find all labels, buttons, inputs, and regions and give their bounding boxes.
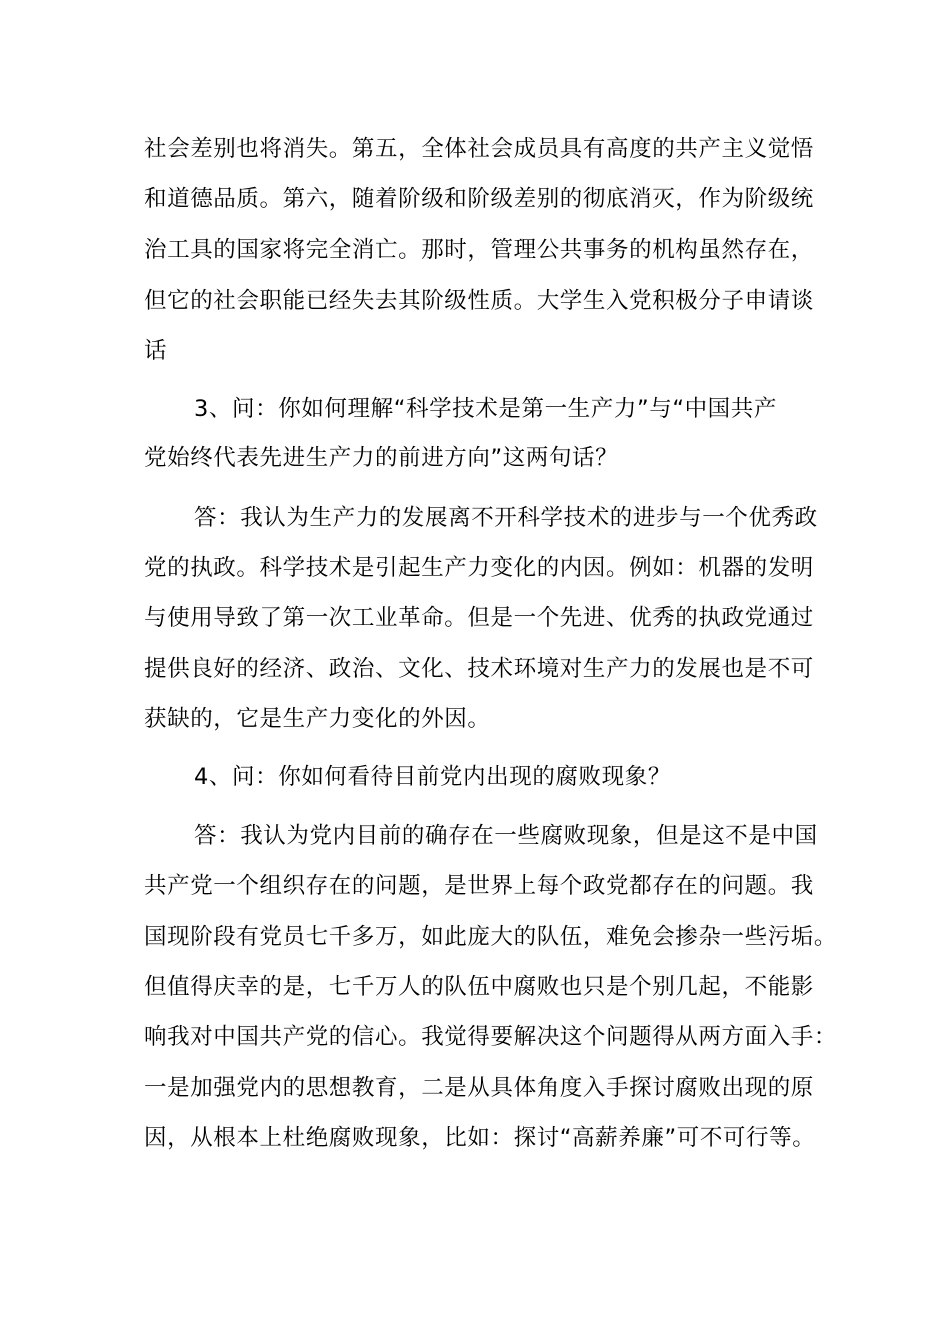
answer-line: 获缺的，它是生产力变化的外因。 bbox=[144, 706, 491, 732]
paragraph-line: 和道德品质。第六，随着阶级和阶级差别的彻底消灭，作为阶级统 bbox=[144, 186, 814, 212]
answer-line: 提供良好的经济、政治、文化、技术环境对生产力的发展也是不可 bbox=[144, 656, 814, 682]
paragraph-line: 治工具的国家将完全消亡。那时，管理公共事务的机构虽然存在， bbox=[144, 237, 814, 263]
paragraph-line: 话 bbox=[144, 338, 168, 364]
question-line: 4、问：你如何看待目前党内出现的腐败现象？ bbox=[194, 764, 671, 790]
answer-line: 响我对中国共产党的信心。我觉得要解决这个问题得从两方面入手： bbox=[144, 1024, 838, 1050]
answer-line: 因，从根本上杜绝腐败现象，比如：探讨“高薪养廉”可不可行等。 bbox=[144, 1125, 816, 1151]
question-line: 党始终代表先进生产力的前进方向”这两句话？ bbox=[144, 445, 619, 471]
question-line: 3、问：你如何理解“科学技术是第一生产力”与“中国共产 bbox=[194, 396, 777, 422]
answer-line: 党的执政。科学技术是引起生产力变化的内因。例如：机器的发明 bbox=[144, 555, 814, 581]
paragraph-line: 但它的社会职能已经失去其阶级性质。大学生入党积极分子申请谈 bbox=[144, 288, 814, 314]
answer-line: 但值得庆幸的是，七千万人的队伍中腐败也只是个别几起，不能影 bbox=[144, 974, 814, 1000]
answer-line: 答：我认为生产力的发展离不开科学技术的进步与一个优秀政 bbox=[194, 505, 818, 531]
answer-line: 一是加强党内的思想教育，二是从具体角度入手探讨腐败出现的原 bbox=[144, 1075, 814, 1101]
answer-line: 答：我认为党内目前的确存在一些腐败现象，但是这不是中国 bbox=[194, 823, 818, 849]
answer-line: 国现阶段有党员七千多万，如此庞大的队伍，难免会掺杂一些污垢。 bbox=[144, 924, 838, 950]
answer-line: 共产党一个组织存在的问题，是世界上每个政党都存在的问题。我 bbox=[144, 873, 814, 899]
answer-line: 与使用导致了第一次工业革命。但是一个先进、优秀的执政党通过 bbox=[144, 605, 814, 631]
paragraph-line: 社会差别也将消失。第五，全体社会成员具有高度的共产主义觉悟 bbox=[144, 136, 814, 162]
